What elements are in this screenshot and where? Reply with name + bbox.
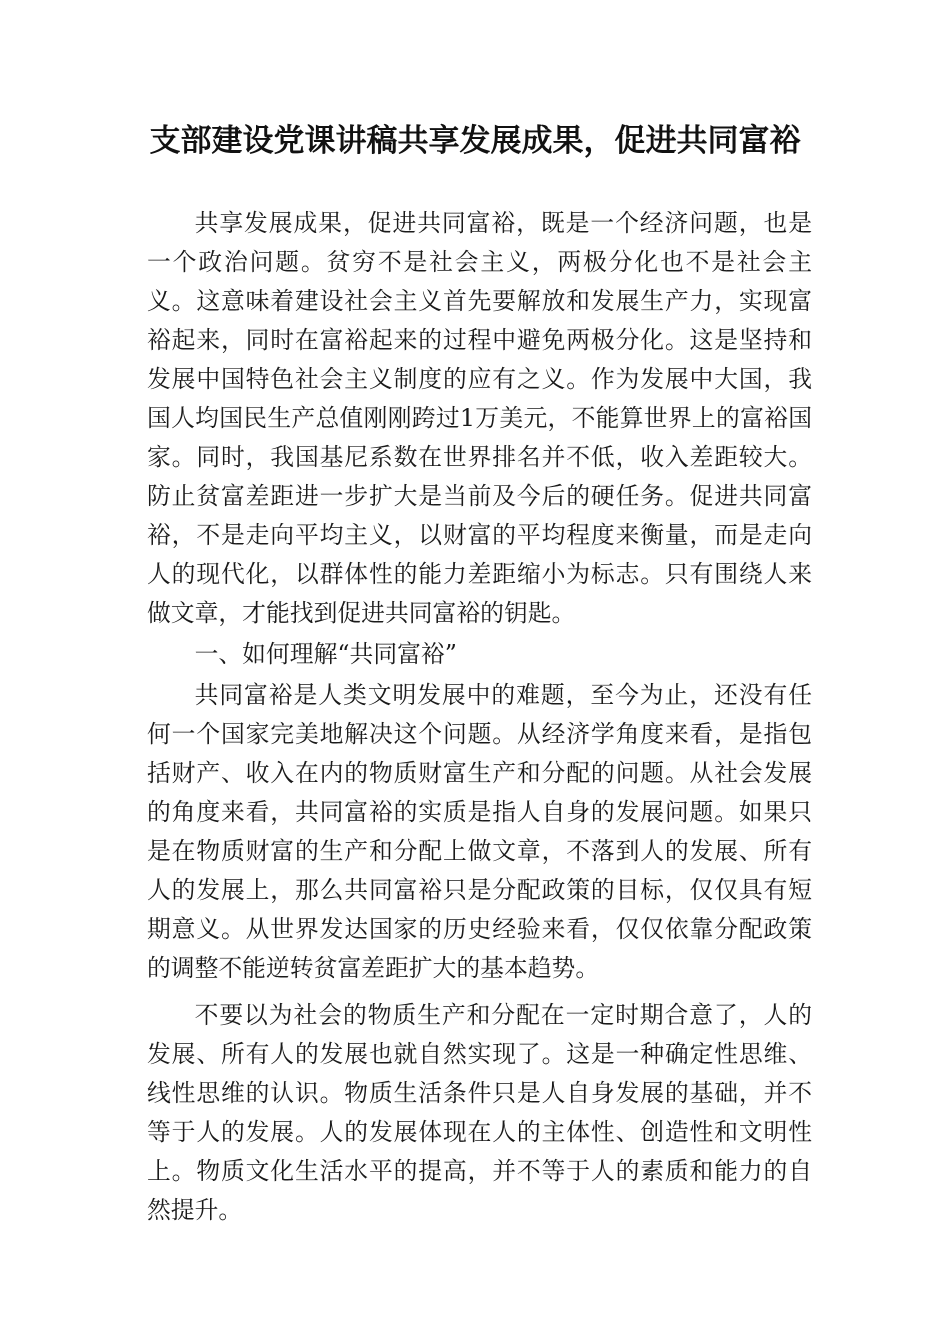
section-heading-1: 一、如何理解“共同富裕” bbox=[194, 640, 457, 668]
paragraph-development: 不要以为社会的物质生产和分配在一定时期合意了，人的发展、所有人的发展也就自然实现了。这是一种确定性思维、线性思维的认识。物质生活条件只是人自身发展的基础，并不等于人的发展。人的发展体现在人的主体性、创造性和文明性上。物质文化生活水平的提高，并不等于人的素质和能力的自然提升。 bbox=[147, 1001, 812, 1224]
paragraph-intro: 共享发展成果，促进共同富裕，既是一个经济问题，也是一个政治问题。贫穷不是社会主义，两极分化也不是社会主义。这意味着建设社会主义首先要解放和发展生产力，实现富裕起来，同时在富裕起来的过程中避免两极分化。这是坚持和发展中国特色社会主义制度的应有之义。作为发展中大国，我国人均国民生产总值刚刚跨过1万美元，不能算世界上的富裕国家。同时，我国基尼系数在世界排名并不低，收入差距较大。防止贫富差距进一步扩大是当前及今后的硬任务。促进共同富裕，不是走向平均主义，以财富的平均程度来衡量，而是走向人的现代化，以群体性的能力差距缩小为标志。只有围绕人来做文章，才能找到促进共同富裕的钥匙。 bbox=[147, 209, 812, 627]
paragraph-understanding: 共同富裕是人类文明发展中的难题，至今为止，还没有任何一个国家完美地解决这个问题。从经济学角度来看，是指包括财产、收入在内的物质财富生产和分配的问题。从社会发展的角度来看，共同富裕的实质是指人自身的发展问题。如果只是在物质财富的生产和分配上做文章，不落到人的发展、所有人的发展上，那么共同富裕只是分配政策的目标，仅仅具有短期意义。从世界发达国家的历史经验来看，仅仅依靠分配政策的调整不能逆转贫富差距扩大的基本趋势。 bbox=[147, 681, 812, 982]
document-body bbox=[147, 204, 812, 1230]
document-title: 支部建设党课讲稿共享发展成果，促进共同富裕 bbox=[149, 123, 801, 159]
